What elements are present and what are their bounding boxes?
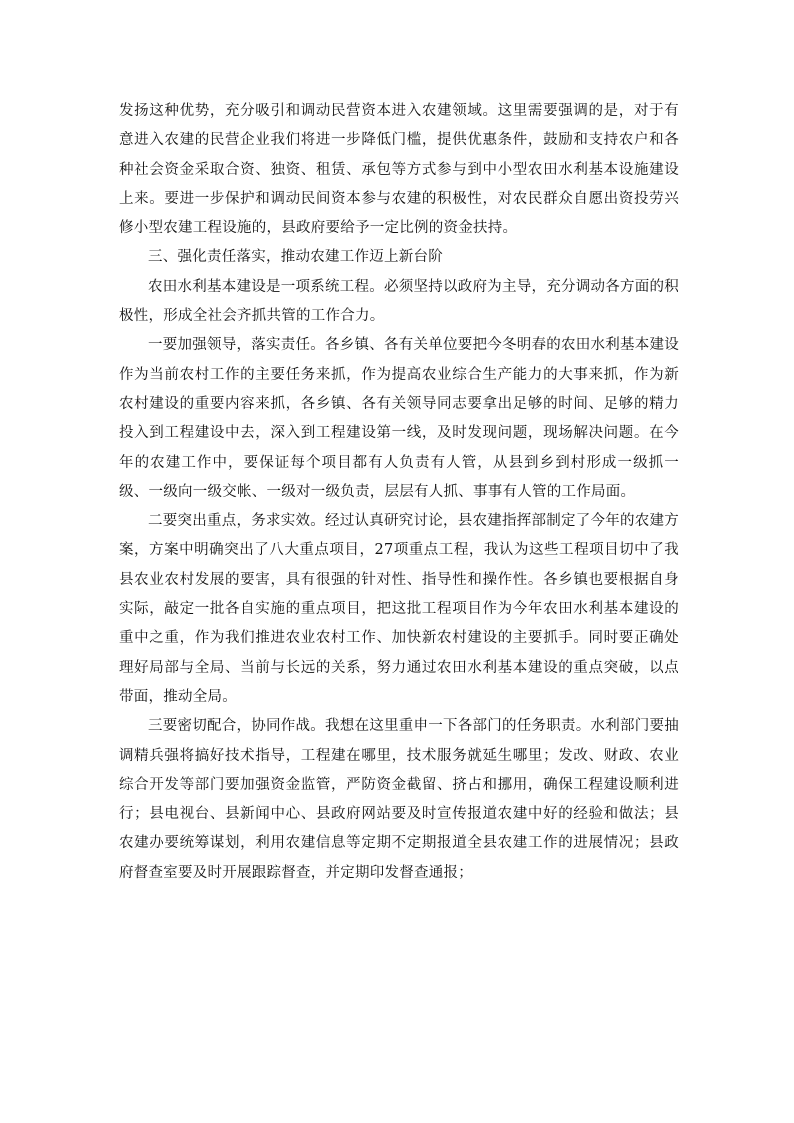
paragraph: 三要密切配合，协同作战。我想在这里重申一下各部门的任务职责。水利部门要抽调精兵强将搞好技术指导，工程建在哪里，技术服务就延生哪里；发改、财政、农业综合开发等部门要加强资金监管，严防资金截留、挤占和挪用，确保工程建设顺利进行；县电视台、县新闻中心、县政府网站要及时宣传报道农建中好的经验和做法；县农建办要统筹谋划，利用农建信息等定期不定期报道全县农建工作的进展情况；县政府督查室要及时开展跟踪督查，并定期印发督查通报； bbox=[119, 718, 679, 881]
paragraph: 农田水利基本建设是一项系统工程。必须坚持以政府为主导，充分调动各方面的积极性，形成全社会齐抓共管的工作合力。 bbox=[119, 278, 679, 325]
document-page bbox=[119, 97, 679, 888]
paragraph: 一要加强领导，落实责任。各乡镇、各有关单位要把今冬明春的农田水利基本建设作为当前农村工作的主要任务来抓，作为提高农业综合生产能力的大事来抓，作为新农村建设的重要内容来抓，各乡镇、各有关领导同志要拿出足够的时间、足够的精力投入到工程建设中去，深入到工程建设第一线，及时发现问题，现场解决问题。在今年的农建工作中，要保证每个项目都有人负责有人管，从县到乡到村形成一级抓一级、一级向一级交帐、一级对一级负责，层层有人抓、事事有人管的工作局面。 bbox=[119, 337, 679, 500]
paragraph-continuation: 发扬这种优势，充分吸引和调动民营资本进入农建领域。这里需要强调的是，对于有意进入农建的民营企业我们将进一步降低门槛，提供优惠条件，鼓励和支持农户和各种社会资金采取合资、独资、租赁、承包等方式参与到中小型农田水利基本设施建设上来。要进一步保护和调动民间资本参与农建的积极性，对农民群众自愿出资投劳兴修小型农建工程设施的，县政府要给予一定比例的资金扶持。 bbox=[119, 103, 679, 237]
paragraph: 二要突出重点，务求实效。经过认真研究讨论，县农建指挥部制定了今年的农建方案，方案中明确突出了八大重点项目，27项重点工程，我认为这些工程项目切中了我县农业农村发展的要害，具有很强的针对性、指导性和操作性。各乡镇也要根据自身实际，敲定一批各自实施的重点项目，把这批工程项目作为今年农田水利基本建设的重中之重，作为我们推进农业农村工作、加快新农村建设的主要抓手。同时要正确处理好局部与全局、当前与长远的关系，努力通过农田水利基本建设的重点突破，以点带面，推动全局。 bbox=[119, 513, 679, 705]
section-heading: 三、强化责任落实，推动农建工作迈上新台阶 bbox=[148, 249, 443, 266]
